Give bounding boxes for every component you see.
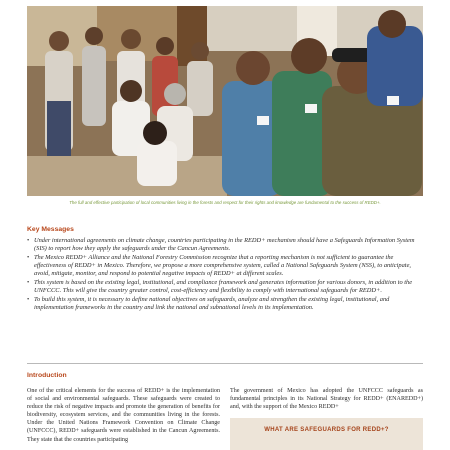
introduction-heading: Introduction bbox=[27, 372, 67, 379]
section-divider bbox=[27, 363, 423, 364]
key-messages-heading: Key Messages bbox=[27, 226, 74, 233]
meeting-photo bbox=[27, 6, 423, 196]
photo-caption: The full and effective participation of local communities living in the forests and respect for their rights and knowledge are fundamental to the success of REDD+. bbox=[69, 200, 381, 205]
key-message-item: • To build this system, it is necessary to define national objectives on safeguards, analyze and strengthen the existing legal, institutional, and implementation frameworks in the country and link the national and subnational levels in its implementation. bbox=[27, 296, 423, 312]
key-message-item: • Under international agreements on climate change, countries participating in the REDD+ mechanism should have a Safeguards Information System (SIS) to report how they apply the safeguards under the Cancun Agreements. bbox=[27, 237, 423, 253]
introduction-right-column: The government of Mexico has adopted the UNFCCC safeguards as fundamental principles in its National Strategy for REDD+ (ENAREDD+) and, with the support of the Mexico REDD+ bbox=[230, 388, 423, 411]
sidebar-box-title: WHAT ARE SAFEGUARDS FOR REDD+? bbox=[264, 427, 389, 433]
key-message-item: • This system is based on the existing legal, institutional, and compliance framework and generates information for various donors, in addition to the UNFCCC. This will give the country greater control, cost-efficiency and flexibility to comply with international safeguards for REDD+. bbox=[27, 279, 423, 295]
key-message-item: • The Mexico REDD+ Alliance and the National Forestry Commission recognize that a reporting mechanism is not sufficient to guarantee the effectiveness of REDD+ in Mexico. Therefore, we propose a more comprehensive system, called a National Safeguards System (NSS), to anticipate, avoid, mitigate, monitor, and respond to potential negative impacts of REDD+ at different scales. bbox=[27, 254, 423, 279]
key-messages-list bbox=[27, 237, 423, 313]
introduction-left-column: One of the critical elements for the success of REDD+ is the implementation of social and environmental safeguards. These safeguards were created to reduce the risk of negative impacts and promote the generation of benefits for biodiversity, ecosystem services, and the communities living in the forests. Under the United Nations Framework Convention on Climate Change (UNFCCC), REDD+ safeguards were established in the Cancun Agreements. They state that the countries participating bbox=[27, 388, 220, 443]
safeguards-sidebar-box bbox=[230, 418, 423, 450]
